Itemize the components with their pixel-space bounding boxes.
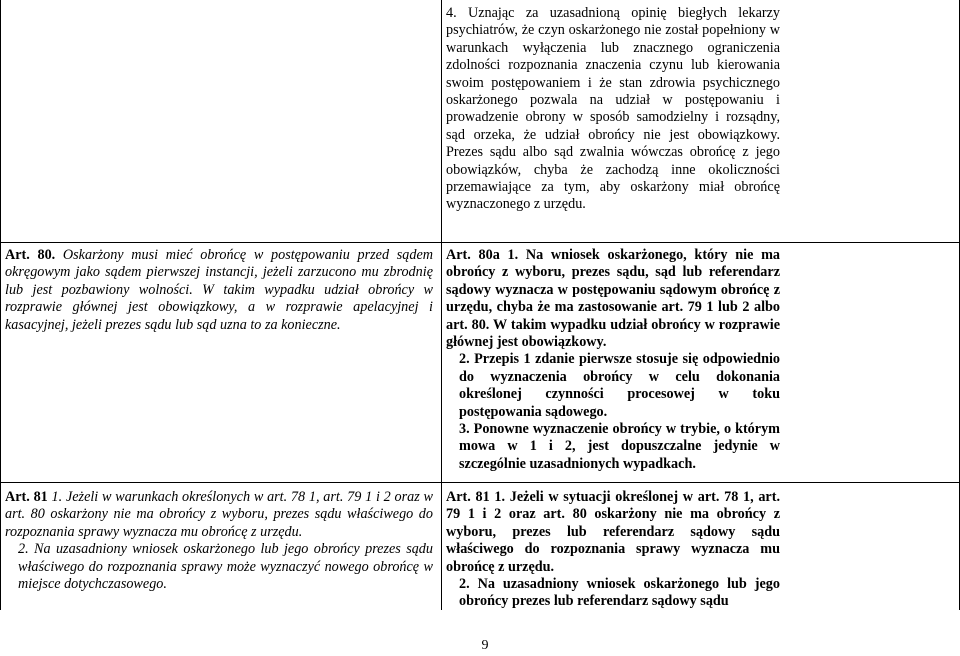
art80-label: Art. 80.: [5, 247, 56, 263]
art80a-paragraph-2: 2. Przepis 1 zdanie pierwsze stosuje się odpowiednio do wyznaczenia obrońcy w celu dokonania określonej czynności procesowej w toku postępowania sądowego.: [459, 351, 780, 420]
art81-new-paragraph-1: 1. Jeżeli w sytuacji określonej w art. 78 1, art. 79 1 i 2 oraz art. 80 oskarżony nie ma obrońcy z wyboru, prezes lub referendarz sądowy sądu właściwego do rozpoznania sprawy wyznacza mu obrońcę z urzędu.: [446, 489, 780, 575]
cell-row3-left: [5, 489, 433, 593]
table-border-left: [0, 0, 1, 610]
table-divider-center: [441, 0, 442, 610]
art79-paragraph-4: 4. Uznając za uzasadnioną opinię biegłych lekarzy psychiatrów, że czyn oskarżonego nie został popełniony w warunkach wyłączenia lub znacznego ograniczenia zdolności rozpoznania znaczenia czynu lub kierowania swoim postępowaniem i że stan zdrowia psychicznego oskarżonego pozwala na udział w postępowaniu i prowadzenie obrony w sposób samodzielny i rozsądny, sąd orzeka, że udział obrońcy nie jest obowiązkowy. Prezes sądu albo sąd zwalnia wówczas obrońcę z jego obowiązków, chyba że zachodzą inne okoliczności przemawiające za tym, aby oskarżony miał obrońcę wyznaczonego z urzędu.: [446, 5, 780, 213]
art81-old-paragraph-2: 2. Na uzasadniony wniosek oskarżonego lub jego obrońcy prezes sądu właściwego do rozpoznania sprawy może wyznaczyć nowego obrońcę w miejsce dotychczasowego.: [18, 541, 433, 593]
art81-old-label: Art. 81: [5, 489, 48, 505]
art81-new-paragraph-2: 2. Na uzasadniony wniosek oskarżonego lub jego obrońcy prezes lub referendarz sądowy sądu: [459, 576, 780, 610]
cell-row2-left: [5, 247, 433, 334]
cell-row2-right: [446, 247, 780, 473]
art80a-label: Art. 80a: [446, 247, 500, 263]
art81-new-label: Art. 81: [446, 489, 490, 505]
row-divider-2: [0, 482, 960, 483]
art81-old-paragraph-1: 1. Jeżeli w warunkach określonych w art. 78 1, art. 79 1 i 2 oraz w art. 80 oskarżony nie ma obrońcy z wyboru, prezes sądu właściwego do rozpoznania sprawy wyznacza mu obrońcę z urzędu.: [5, 489, 433, 540]
art80a-paragraph-3: 3. Ponowne wyznaczenie obrońcy w trybie, o którym mowa w 1 i 2, jest dopuszczalne jedynie w szczególnie uzasadnionych wypadkach.: [459, 421, 780, 472]
page-number: 9: [481, 638, 489, 653]
art80a-paragraph-1: 1. Na wniosek oskarżonego, który nie ma obrońcy z wyboru, prezes sądu, sąd lub referendarz sądowy wyznacza w postępowaniu sądowym obrońcę z urzędu, chyba że ma zastosowanie art. 79 1 lub 2 albo art. 80. W takim wypadku udział obrońcy w rozprawie głównej jest obowiązkowy.: [446, 247, 780, 351]
cell-row1-right: [446, 5, 780, 214]
row-divider-1: [0, 242, 960, 243]
cell-row3-right: [446, 489, 780, 611]
art80-text: Oskarżony musi mieć obrońcę w postępowaniu przed sądem okręgowym jako sądem pierwszej instancji, jeżeli zarzucono mu zbrodnię lub jest pozbawiony wolności. W takim wypadku udział obrońcy w rozprawie głównej jest obowiązkowy, a w rozprawie apelacyjnej i kasacyjnej, jeżeli prezes sądu lub sąd uzna to za konieczne.: [5, 247, 433, 333]
